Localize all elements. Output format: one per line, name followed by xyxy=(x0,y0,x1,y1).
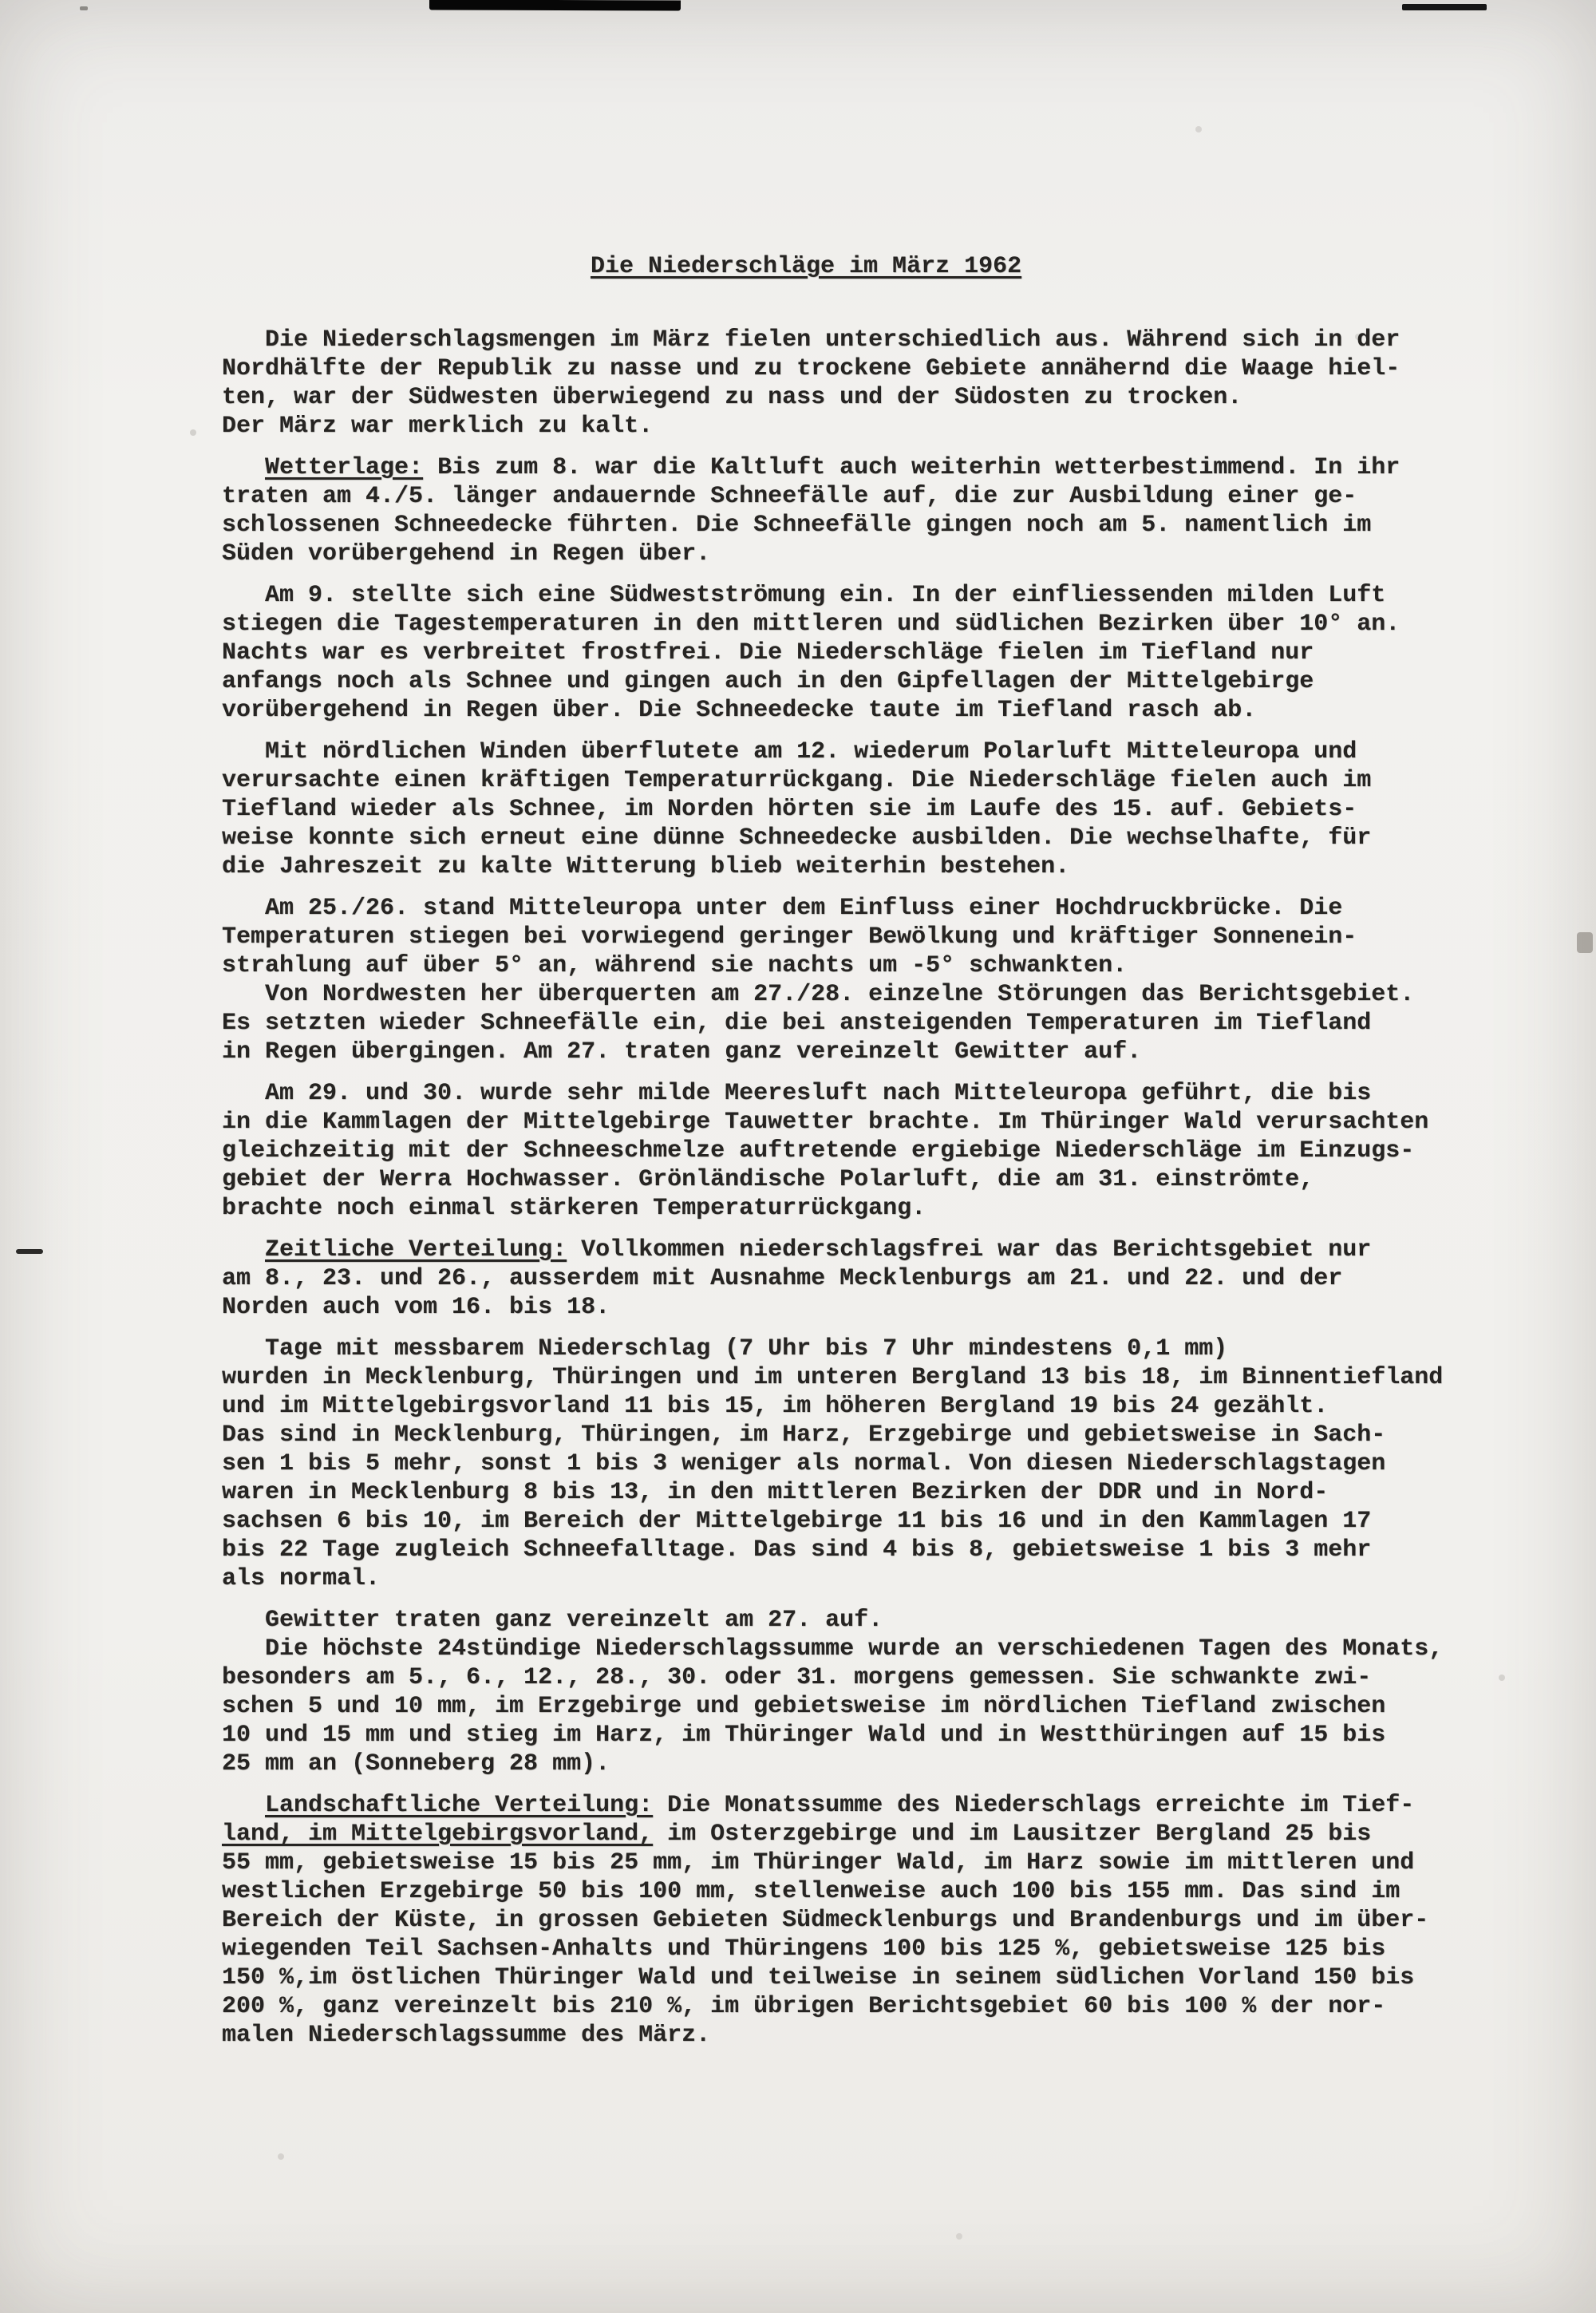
text-segment: die Jahreszeit zu kalte Witterung blieb weiterhin bestehen. xyxy=(222,853,1070,880)
text-line xyxy=(222,667,1547,696)
paragraph xyxy=(222,1606,1547,1635)
text-segment: Das sind in Mecklenburg, Thüringen, im Harz, Erzgebirge und gebietsweise in Sach- xyxy=(222,1421,1386,1449)
text-line xyxy=(222,2021,1547,2050)
text-segment: Temperaturen stiegen bei vorwiegend geringer Bewölkung und kräftiger Sonnenein- xyxy=(222,923,1357,951)
underlined-text: Wetterlage: xyxy=(265,454,424,481)
text-line xyxy=(222,1009,1547,1038)
text-line xyxy=(222,1635,1547,1663)
paragraph xyxy=(222,1635,1547,1778)
text-segment: brachte noch einmal stärkeren Temperaturrückgang. xyxy=(222,1195,926,1222)
text-line xyxy=(222,824,1547,852)
text-line xyxy=(222,1293,1547,1322)
text-line xyxy=(222,1108,1547,1137)
text-segment: weise konnte sich erneut eine dünne Schneedecke ausbilden. Die wechselhafte, für xyxy=(222,824,1372,852)
text-segment: Von Nordwesten her überquerten am 27./28. einzelne Störungen das Berichtsgebiet. xyxy=(222,981,1415,1008)
text-line xyxy=(222,326,1547,354)
scan-artifact-top-bar xyxy=(429,0,681,11)
text-line xyxy=(222,1992,1547,2021)
text-segment: traten am 4./5. länger andauernde Schneefälle auf, die zur Ausbildung einer ge- xyxy=(222,483,1357,510)
text-segment xyxy=(222,454,265,481)
text-segment: waren in Mecklenburg 8 bis 13, in den mittleren Bezirken der DDR und in Nord- xyxy=(222,1479,1329,1506)
text-segment: und im Mittelgebirgsvorland 11 bis 15, im höheren Bergland 19 bis 24 gezählt. xyxy=(222,1393,1329,1420)
text-segment: stiegen die Tagestemperaturen in den mittleren und südlichen Bezirken über 10° an. xyxy=(222,611,1400,638)
text-line xyxy=(222,1236,1547,1264)
text-segment: gleichzeitig mit der Schneeschmelze auftretende ergiebige Niederschläge im Einzugs- xyxy=(222,1137,1415,1164)
text-line xyxy=(222,1137,1547,1165)
text-line xyxy=(222,894,1547,923)
text-segment: 150 %,im östlichen Thüringer Wald und teilweise in seinem südlichen Vorland 150 bis xyxy=(222,1964,1415,1991)
text-line xyxy=(222,540,1547,568)
text-line xyxy=(222,1536,1547,1564)
text-line xyxy=(222,482,1547,511)
paragraph xyxy=(222,980,1547,1066)
title-line xyxy=(591,252,1547,281)
text-line xyxy=(222,1820,1547,1848)
text-line xyxy=(222,1963,1547,1992)
text-line xyxy=(222,383,1547,412)
text-segment xyxy=(222,1792,265,1819)
text-segment: Bereich der Küste, in grossen Gebieten Südmecklenburgs und Brandenburgs und im über- xyxy=(222,1907,1429,1934)
text-line xyxy=(222,1564,1547,1593)
text-segment: vorübergehend in Regen über. Die Schneedecke taute im Tiefland rasch ab. xyxy=(222,697,1257,724)
text-segment xyxy=(222,1236,265,1263)
text-line xyxy=(222,1721,1547,1750)
text-segment: 25 mm an (Sonneberg 28 mm). xyxy=(222,1750,610,1777)
document-title: Die Niederschläge im März 1962 xyxy=(591,253,1022,280)
underlined-text: land, im Mittelgebirgsvorland, xyxy=(222,1821,654,1848)
text-segment: sen 1 bis 5 mehr, sonst 1 bis 3 weniger als normal. Von diesen Niederschlagstagen xyxy=(222,1450,1386,1477)
text-segment: Nordhälfte der Republik zu nasse und zu trockene Gebiete annähernd die Waage hiel- xyxy=(222,355,1400,382)
text-line xyxy=(222,1848,1547,1877)
paragraph xyxy=(222,581,1547,725)
text-line xyxy=(222,610,1547,639)
text-line xyxy=(222,1692,1547,1721)
paragraph xyxy=(222,326,1547,441)
scan-artifact-top-dot xyxy=(80,6,88,10)
text-line xyxy=(222,581,1547,610)
text-segment: schlossenen Schneedecke führten. Die Schneefälle gingen noch am 5. namentlich im xyxy=(222,512,1372,539)
text-segment: im Osterzgebirge und im Lausitzer Bergland 25 bis xyxy=(653,1821,1372,1848)
text-segment: anfangs noch als Schnee und gingen auch in den Gipfellagen der Mittelgebirge xyxy=(222,668,1314,695)
text-segment: malen Niederschlagssumme des März. xyxy=(222,2022,711,2049)
text-segment: Es setzten wieder Schneefälle ein, die bei ansteigenden Temperaturen im Tiefland xyxy=(222,1010,1372,1037)
text-line xyxy=(222,766,1547,795)
text-segment: Süden vorübergehend in Regen über. xyxy=(222,540,711,567)
text-line xyxy=(222,1791,1547,1820)
text-segment: Am 29. und 30. wurde sehr milde Meeresluft nach Mitteleuropa geführt, die bis xyxy=(222,1080,1372,1107)
scan-artifact-specks xyxy=(0,0,3,3)
text-line xyxy=(222,1421,1547,1449)
text-line xyxy=(222,1038,1547,1066)
text-line xyxy=(222,1264,1547,1293)
paragraph xyxy=(222,1236,1547,1322)
text-segment: 200 %, ganz vereinzelt bis 210 %, im übrigen Berichtsgebiet 60 bis 100 % der nor- xyxy=(222,1993,1386,2020)
text-segment: sachsen 6 bis 10, im Bereich der Mittelgebirge 11 bis 16 und in den Kammlagen 17 xyxy=(222,1508,1372,1535)
underlined-text: Landschaftliche Verteilung: xyxy=(265,1792,654,1819)
text-line xyxy=(222,1478,1547,1507)
text-segment: Bis zum 8. war die Kaltluft auch weiterhin wetterbestimmend. In ihr xyxy=(423,454,1400,481)
text-segment: bis 22 Tage zugleich Schneefalltage. Das sind 4 bis 8, gebietsweise 1 bis 3 mehr xyxy=(222,1536,1372,1564)
text-line xyxy=(222,1606,1547,1635)
text-segment: als normal. xyxy=(222,1565,381,1592)
scan-artifact-right-speck xyxy=(1577,932,1593,953)
text-line xyxy=(222,453,1547,482)
text-line xyxy=(222,951,1547,980)
text-line xyxy=(222,1935,1547,1963)
text-segment: in Regen übergingen. Am 27. traten ganz vereinzelt Gewitter auf. xyxy=(222,1038,1142,1066)
text-line xyxy=(222,1877,1547,1906)
text-line xyxy=(222,1363,1547,1392)
text-line xyxy=(222,852,1547,881)
text-line xyxy=(222,412,1547,441)
paragraph xyxy=(222,737,1547,881)
paragraph xyxy=(222,1079,1547,1223)
text-segment: strahlung auf über 5° an, während sie nachts um -5° schwankten. xyxy=(222,952,1128,979)
text-segment: Gewitter traten ganz vereinzelt am 27. auf. xyxy=(222,1607,883,1634)
text-line xyxy=(222,1392,1547,1421)
text-line xyxy=(222,639,1547,667)
document-content xyxy=(222,252,1547,2050)
text-segment: ten, war der Südwesten überwiegend zu nass und der Südosten zu trocken. xyxy=(222,384,1242,411)
text-line xyxy=(222,737,1547,766)
text-line xyxy=(222,1663,1547,1692)
text-segment: Die höchste 24stündige Niederschlagssumme wurde an verschiedenen Tagen des Monats, xyxy=(222,1635,1444,1663)
text-line xyxy=(222,1079,1547,1108)
text-line xyxy=(222,1165,1547,1194)
text-line xyxy=(222,1906,1547,1935)
text-line xyxy=(222,923,1547,951)
text-segment: westlichen Erzgebirge 50 bis 100 mm, stellenweise auch 100 bis 155 mm. Das sind im xyxy=(222,1878,1400,1905)
text-segment: am 8., 23. und 26., ausserdem mit Ausnahme Mecklenburgs am 21. und 22. und der xyxy=(222,1265,1343,1292)
text-segment: Mit nördlichen Winden überflutete am 12. wiederum Polarluft Mitteleuropa und xyxy=(222,738,1357,765)
paragraph xyxy=(222,453,1547,568)
document-body xyxy=(222,326,1547,2050)
text-segment: gebiet der Werra Hochwasser. Grönländische Polarluft, die am 31. einströmte, xyxy=(222,1166,1314,1193)
text-line xyxy=(222,795,1547,824)
text-line xyxy=(222,980,1547,1009)
text-segment: 10 und 15 mm und stieg im Harz, im Thüringer Wald und in Westthüringen auf 15 bis xyxy=(222,1722,1386,1749)
text-segment: Norden auch vom 16. bis 18. xyxy=(222,1294,610,1321)
text-segment: wiegenden Teil Sachsen-Anhalts und Thüringens 100 bis 125 %, gebietsweise 125 bis xyxy=(222,1935,1386,1963)
text-segment: schen 5 und 10 mm, im Erzgebirge und gebietsweise im nördlichen Tiefland zwischen xyxy=(222,1693,1386,1720)
text-segment: in die Kammlagen der Mittelgebirge Tauwetter brachte. Im Thüringer Wald verursachten xyxy=(222,1109,1429,1136)
text-line xyxy=(222,1449,1547,1478)
text-segment: Die Monatssumme des Niederschlags erreichte im Tief- xyxy=(653,1792,1415,1819)
text-segment: Tage mit messbarem Niederschlag (7 Uhr bis 7 Uhr mindestens 0,1 mm) xyxy=(222,1335,1228,1362)
text-line xyxy=(222,1334,1547,1363)
text-line xyxy=(222,511,1547,540)
text-segment: Nachts war es verbreitet frostfrei. Die Niederschläge fielen im Tiefland nur xyxy=(222,639,1314,666)
paragraph xyxy=(222,1334,1547,1593)
text-line xyxy=(222,696,1547,725)
text-segment: Am 25./26. stand Mitteleuropa unter dem Einfluss einer Hochdruckbrücke. Die xyxy=(222,895,1343,922)
text-segment: Tiefland wieder als Schnee, im Norden hörten sie im Laufe des 15. auf. Gebiets- xyxy=(222,796,1357,823)
underlined-text: Zeitliche Verteilung: xyxy=(265,1236,567,1263)
text-segment: verursachte einen kräftigen Temperaturrückgang. Die Niederschläge fielen auch im xyxy=(222,767,1372,794)
text-segment: Die Niederschlagsmengen im März fielen unterschiedlich aus. Während sich in der xyxy=(222,326,1400,354)
text-segment: Vollkommen niederschlagsfrei war das Berichtsgebiet nur xyxy=(567,1236,1372,1263)
text-segment: 55 mm, gebietsweise 15 bis 25 mm, im Thüringer Wald, im Harz sowie im mittleren und xyxy=(222,1849,1415,1876)
text-line xyxy=(222,354,1547,383)
text-line xyxy=(222,1750,1547,1778)
paragraph xyxy=(222,894,1547,980)
paragraph xyxy=(222,1791,1547,2050)
scan-artifact-top-mark xyxy=(1402,4,1487,10)
text-segment: Der März war merklich zu kalt. xyxy=(222,413,654,440)
text-segment: besonders am 5., 6., 12., 28., 30. oder 31. morgens gemessen. Sie schwankte zwi- xyxy=(222,1664,1372,1691)
text-segment: wurden in Mecklenburg, Thüringen und im unteren Bergland 13 bis 18, im Binnentiefland xyxy=(222,1364,1444,1391)
text-segment: Am 9. stellte sich eine Südwestströmung ein. In der einfliessenden milden Luft xyxy=(222,582,1386,609)
scan-artifact-left-dash xyxy=(16,1249,43,1254)
text-line xyxy=(222,1507,1547,1536)
text-line xyxy=(222,1194,1547,1223)
